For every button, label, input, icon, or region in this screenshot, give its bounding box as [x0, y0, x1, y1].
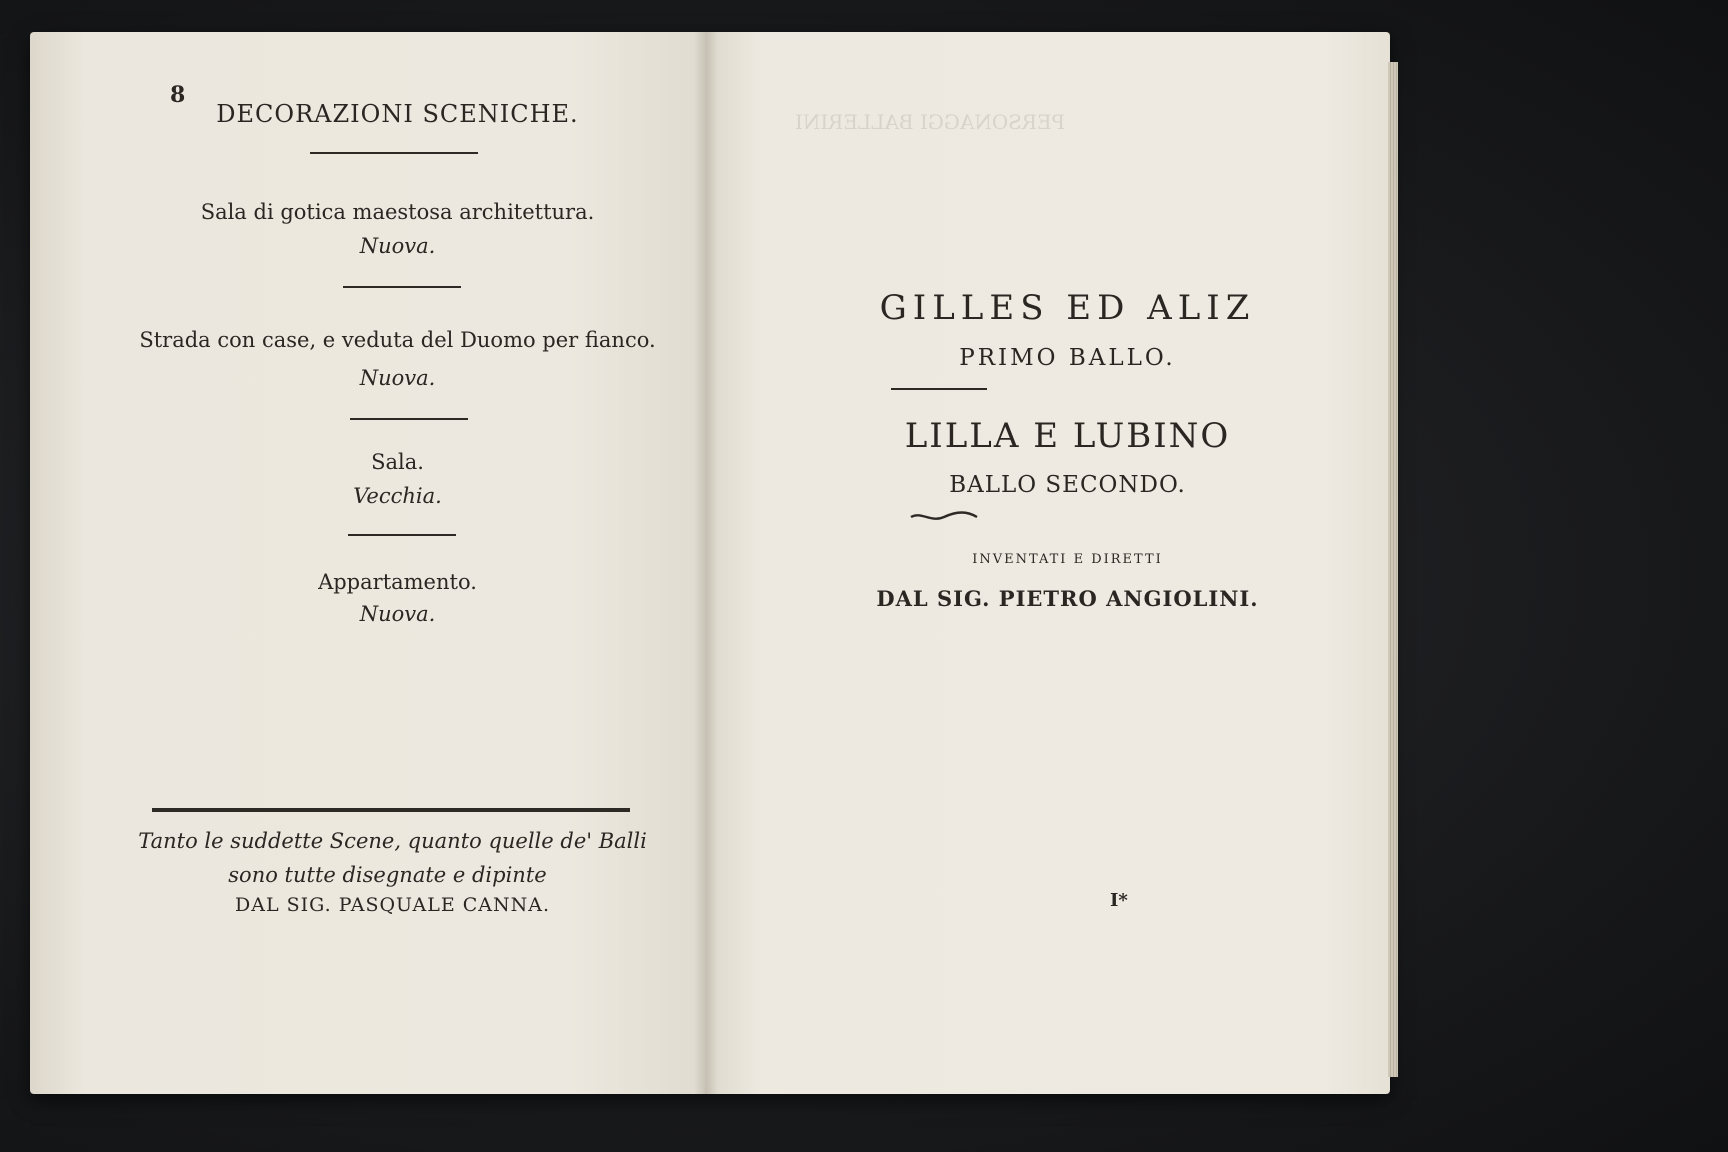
scene-divider-2 — [350, 418, 468, 420]
ballet-2-subtitle: BALLO SECONDO. — [949, 472, 1186, 498]
page-edges — [1388, 62, 1398, 1077]
scene-1-note: Nuova. — [359, 234, 436, 258]
ballet-2-title: LILLA E LUBINO — [904, 416, 1231, 456]
page-number: 8 — [170, 82, 186, 108]
left-page — [30, 32, 705, 1094]
open-book — [30, 32, 1390, 1094]
page-heading: DECORAZIONI SCENICHE. — [216, 100, 579, 128]
book-gutter — [694, 32, 718, 1094]
invented-line: INVENTATI E DIRETTI — [972, 552, 1163, 567]
painter-credit: DAL SIG. PASQUALE CANNA. — [234, 894, 550, 916]
thick-footer-rule — [152, 808, 630, 812]
scene-4-description: Appartamento. — [318, 570, 477, 594]
scene-2-note: Nuova. — [359, 366, 436, 390]
scene-divider-3 — [348, 534, 456, 536]
credits-line-2: sono tutte disegnate e dipinte — [228, 863, 547, 887]
scene-3-note: Vecchia. — [353, 484, 442, 508]
show-through-heading: PERSONAGGI BALLERINI — [795, 110, 1066, 134]
ballet-1-title: GILLES ED ALIZ — [879, 288, 1256, 328]
credits-line-1: Tanto le suddette Scene, quanto quelle de' Balli — [138, 829, 647, 853]
scene-1-description: Sala di gotica maestosa architettura. — [200, 200, 595, 224]
scene-divider-1 — [343, 286, 461, 288]
heading-rule — [310, 152, 478, 154]
ballet-divider — [891, 388, 987, 390]
ballet-1-subtitle: PRIMO BALLO. — [959, 345, 1176, 371]
ornamental-swash — [909, 511, 979, 523]
scene-3-description: Sala. — [371, 450, 424, 474]
scene-2-description: Strada con case, e veduta del Duomo per fianco. — [139, 328, 656, 352]
scene-4-note: Nuova. — [359, 602, 436, 626]
right-page — [705, 32, 1390, 1094]
choreographer-credit: DAL SIG. PIETRO ANGIOLINI. — [876, 586, 1259, 611]
signature-mark: I* — [1110, 890, 1128, 911]
